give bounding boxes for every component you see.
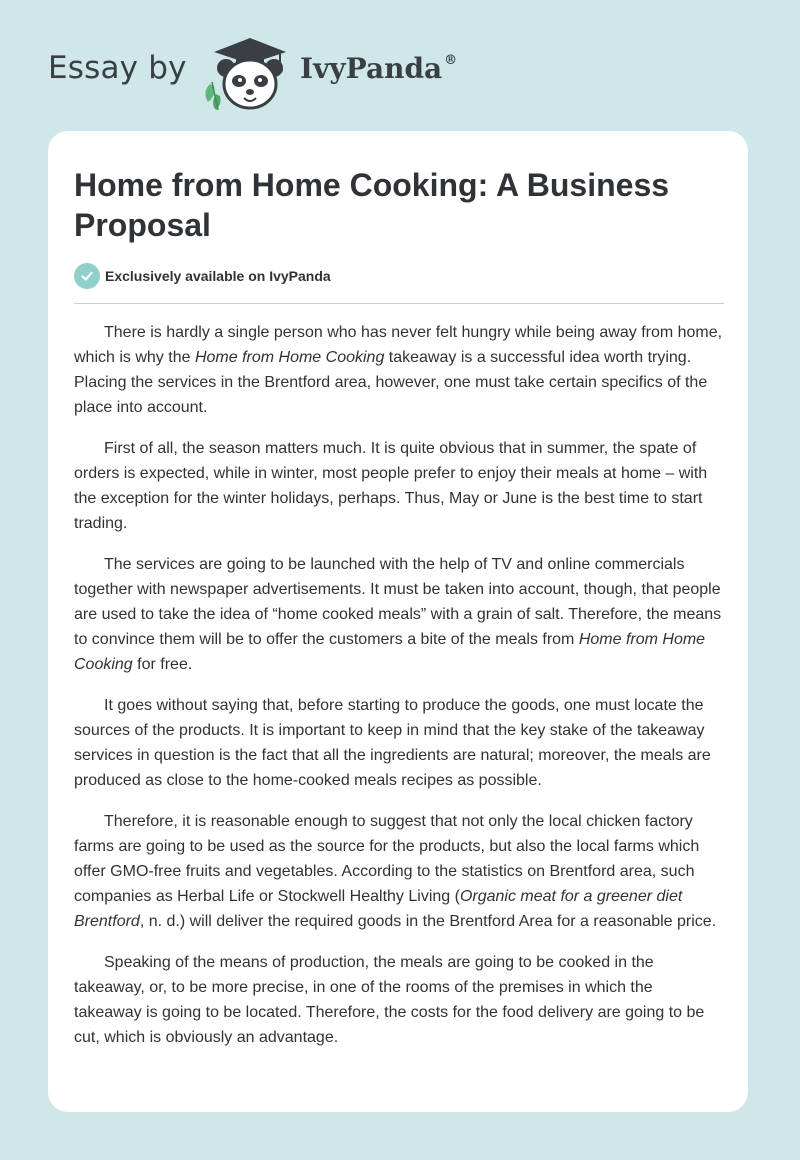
- registered-mark: ®: [444, 52, 458, 68]
- paragraph-italic: Home from Home Cooking: [74, 631, 706, 673]
- paragraph: [74, 320, 724, 420]
- paragraph-text: It goes without saying that, before starting to produce the goods, one must locate the sources of the products. It is important to keep in mind that the key stake of the takeaway services in question is the fact that all the ingredients are natural; moreover, the meals are produced as close to the home-cooked meals recipes as possible.: [74, 697, 711, 789]
- paragraph: [74, 552, 724, 677]
- paragraph-text: , n. d.) will deliver the required goods in the Brentford Area for a reasonable price.: [139, 913, 717, 930]
- site-header: [0, 0, 800, 130]
- essay-card: [48, 131, 748, 1112]
- paragraph-italic: Home from Home Cooking: [194, 349, 385, 366]
- paragraph-text: The services are going to be launched with the help of TV and online commercials together with newspaper advertisements. It must be taken into account, though, that people are used to take the idea of “home cooked meals” with a grain of salt. Therefore, the means to convince them will be to offer the customers a bite of the meals from: [74, 556, 722, 648]
- brand-name[interactable]: [300, 52, 457, 85]
- paragraph-text: Therefore, it is reasonable enough to suggest that not only the local chicken factory farms are going to be used as the source for the products, but also the local farms which offer GMO-free fruits and vegetables. According to the statistics on Brentford area, such companies as Herbal Life or Stockwell Healthy Living (: [74, 813, 700, 905]
- paragraph-italic: Organic meat for a greener diet Brentford: [74, 888, 683, 930]
- paragraph: [74, 950, 724, 1050]
- exclusive-label: Exclusively available on IvyPanda: [105, 268, 331, 284]
- essay-body: [74, 320, 724, 1050]
- paragraph-text: There is hardly a single person who has never felt hungry while being away from home, which is why the: [74, 324, 723, 366]
- exclusive-badge: [74, 263, 331, 289]
- paragraph-text: Speaking of the means of production, the meals are going to be cooked in the takeaway, or, to be more precise, in one of the rooms of the premises in which the takeaway is going to be located. Therefore, the costs for the food delivery are going to be cut, which is obviously an advantage.: [74, 954, 705, 1046]
- paragraph: [74, 809, 724, 934]
- paragraph: [74, 693, 724, 793]
- essay-by-label: Essay by: [48, 50, 187, 86]
- paragraph-text: First of all, the season matters much. It is quite obvious that in summer, the spate of orders is expected, while in winter, most people prefer to enjoy their meals at home – with the exception for the winter holidays, perhaps. Thus, May or June is the best time to start trading.: [74, 440, 708, 532]
- paragraph-text: for free.: [132, 656, 193, 673]
- brand-label: IvyPanda: [300, 52, 443, 85]
- paragraph-text: takeaway is a successful idea worth trying. Placing the services in the Brentford area, however, one must take certain specifics of the place into account.: [74, 349, 708, 416]
- paragraph: [74, 436, 724, 536]
- divider: [74, 303, 724, 304]
- page-title: Home from Home Cooking: A Business Proposal: [74, 167, 670, 243]
- check-circle-icon: [74, 263, 100, 289]
- panda-logo-icon[interactable]: [200, 34, 296, 112]
